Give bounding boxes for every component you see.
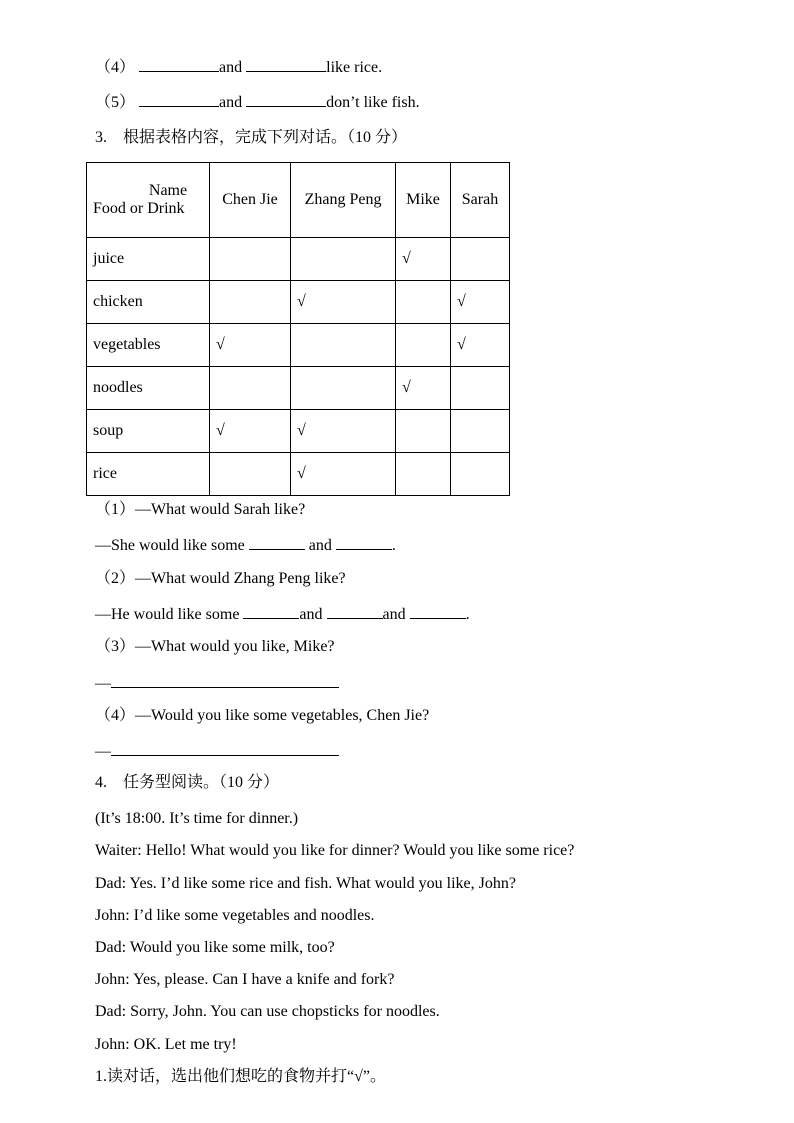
q3-heading: 3. 根据表格内容，完成下列对话。（10 分） — [95, 129, 408, 146]
check-cell — [451, 410, 510, 453]
dialog-2-question: （2）—What would Zhang Peng like? — [95, 570, 346, 587]
check-cell — [451, 453, 510, 496]
food-preference-table — [86, 162, 510, 496]
check-cell — [396, 410, 451, 453]
check-cell — [210, 281, 291, 324]
check-cell: √ — [291, 453, 396, 496]
column-header: Zhang Peng — [291, 163, 396, 238]
answer-text: and — [299, 606, 323, 623]
q2-item-5 — [95, 92, 420, 113]
dialog-4-question: （4）—Would you like some vegetables, Chen Jie? — [95, 707, 430, 724]
check-cell: √ — [291, 281, 396, 324]
row-food-label: chicken — [87, 281, 210, 324]
answer-text: —She would like some — [95, 537, 245, 554]
row-food-label: soup — [87, 410, 210, 453]
check-cell — [210, 453, 291, 496]
table-row — [87, 324, 510, 367]
check-cell: √ — [451, 281, 510, 324]
reading-line: John: I’d like some vegetables and noodles. — [95, 907, 375, 924]
reading-line: Dad: Would you like some milk, too? — [95, 939, 335, 956]
answer-blank[interactable] — [243, 604, 299, 619]
corner-name-label: Name — [148, 182, 188, 199]
row-food-label: vegetables — [87, 324, 210, 367]
check-cell — [291, 324, 396, 367]
dialog-4-answer — [95, 741, 339, 762]
row-food-label: rice — [87, 453, 210, 496]
check-cell: √ — [291, 410, 396, 453]
row-food-label: juice — [87, 238, 210, 281]
answer-blank[interactable] — [246, 92, 326, 107]
check-cell — [396, 324, 451, 367]
item-text: don’t like fish. — [326, 94, 420, 111]
answer-blank[interactable] — [139, 57, 219, 72]
row-food-label: noodles — [87, 367, 210, 410]
table-row — [87, 453, 510, 496]
check-cell — [210, 367, 291, 410]
item-text: and — [219, 94, 243, 111]
reading-line: (It’s 18:00. It’s time for dinner.) — [95, 810, 299, 827]
reading-line: Dad: Yes. I’d like some rice and fish. What would you like, John? — [95, 875, 516, 892]
dialog-1-question: （1）—What would Sarah like? — [95, 501, 306, 518]
reading-line: John: OK. Let me try! — [95, 1036, 237, 1053]
column-header: Chen Jie — [210, 163, 291, 238]
item-number: （5） — [95, 94, 136, 111]
check-cell — [210, 238, 291, 281]
answer-text: and — [308, 537, 332, 554]
dialog-2-answer — [95, 604, 470, 625]
dialog-1-answer — [95, 535, 396, 556]
column-header: Sarah — [451, 163, 510, 238]
answer-blank[interactable] — [410, 604, 466, 619]
answer-blank[interactable] — [249, 535, 305, 550]
table-corner-cell — [87, 163, 210, 238]
table-row — [87, 367, 510, 410]
reading-line: John: Yes, please. Can I have a knife and fork? — [95, 971, 395, 988]
answer-blank[interactable] — [336, 535, 392, 550]
reading-line: Dad: Sorry, John. You can use chopsticks for noodles. — [95, 1003, 440, 1020]
table-row — [87, 281, 510, 324]
dialog-3-answer — [95, 673, 339, 694]
answer-text: — — [95, 675, 111, 692]
corner-food-label: Food or Drink — [93, 200, 185, 217]
check-cell — [396, 281, 451, 324]
check-cell — [451, 238, 510, 281]
check-cell — [291, 367, 396, 410]
table-row — [87, 238, 510, 281]
item-text: like rice. — [326, 59, 383, 76]
check-cell — [451, 367, 510, 410]
answer-blank[interactable] — [111, 741, 339, 756]
check-cell — [396, 453, 451, 496]
check-cell: √ — [451, 324, 510, 367]
check-cell — [291, 238, 396, 281]
answer-text: —He would like some — [95, 606, 240, 623]
answer-text: . — [465, 606, 470, 623]
q4-task-1: 1.读对话，选出他们想吃的食物并打“√”。 — [95, 1068, 386, 1085]
check-cell: √ — [396, 238, 451, 281]
answer-text: and — [382, 606, 406, 623]
reading-line: Waiter: Hello! What would you like for dinner? Would you like some rice? — [95, 842, 575, 859]
answer-blank[interactable] — [327, 604, 383, 619]
answer-blank[interactable] — [111, 673, 339, 688]
check-cell: √ — [210, 324, 291, 367]
answer-blank[interactable] — [139, 92, 219, 107]
column-header: Mike — [396, 163, 451, 238]
table-row — [87, 410, 510, 453]
dialog-3-question: （3）—What would you like, Mike? — [95, 638, 335, 655]
answer-blank[interactable] — [246, 57, 326, 72]
answer-text: — — [95, 743, 111, 760]
answer-text: . — [391, 537, 396, 554]
q4-heading: 4. 任务型阅读。（10 分） — [95, 774, 280, 791]
item-text: and — [219, 59, 243, 76]
q2-item-4 — [95, 57, 382, 78]
table-header-row — [87, 163, 510, 238]
check-cell: √ — [396, 367, 451, 410]
item-number: （4） — [95, 59, 136, 76]
check-cell: √ — [210, 410, 291, 453]
